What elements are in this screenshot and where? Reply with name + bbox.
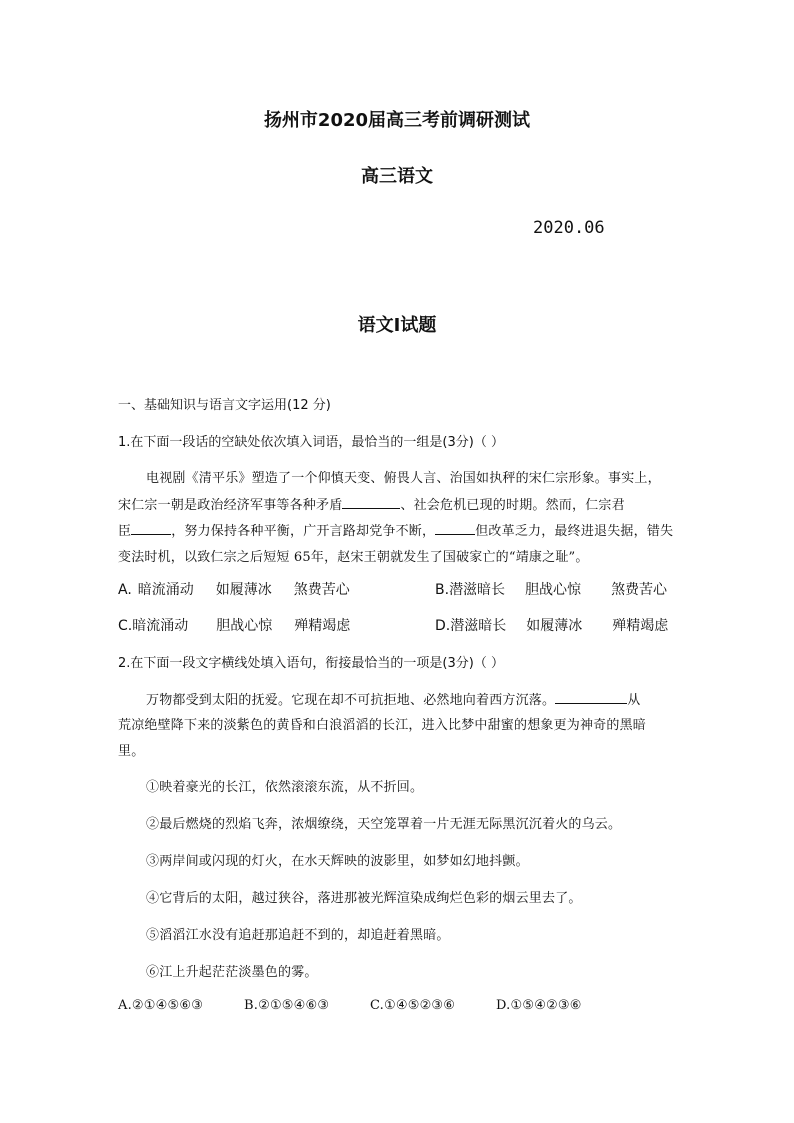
- q2-text: 万物都受到太阳的抚爱。它现在却不可抗拒地、必然地向着西方沉落。: [146, 693, 556, 708]
- q2-sentence-item: ⑤滔滔江水没有追赶那追赶不到的，却追赶着黑暗。: [146, 928, 450, 943]
- q2-passage-line: [146, 689, 640, 708]
- fill-blank-q2: [555, 691, 627, 704]
- q2-stem: 2.在下面一段文字横线处填入语句，衔接最恰当的一项是(3分)（ ）: [118, 656, 504, 671]
- q2-option-d: D.①⑤④②③⑥: [496, 998, 582, 1013]
- q1-text: 但改革乏力，最终进退失据，错失: [475, 524, 674, 539]
- fill-blank-3: [435, 522, 475, 535]
- fill-blank-1: [342, 496, 400, 509]
- q1-text: 臣: [118, 524, 132, 539]
- q1-passage-line: [118, 520, 673, 539]
- q2-sentence-item: ⑥江上升起茫茫淡墨色的雾。: [146, 965, 318, 980]
- q1-option-d: D.潜滋暗长 如履薄冰 殚精竭虑: [435, 618, 669, 634]
- q1-option-b: B.潜滋暗长 胆战心惊 煞费苦心: [435, 582, 668, 598]
- exam-subtitle: 高三语文: [361, 166, 433, 187]
- q2-passage-line: 荒凉绝壁降下来的淡紫色的黄昏和白浪滔滔的长江，进入比梦中甜蜜的想象更为神奇的黑暗: [118, 718, 647, 733]
- fill-blank-2: [131, 522, 171, 535]
- q2-text: 从: [627, 693, 641, 708]
- q2-option-a: A.②①④⑤⑥③: [118, 998, 204, 1013]
- q1-option-a: A. 暗流涌动 如履薄冰 煞费苦心: [118, 582, 350, 598]
- exam-title: 扬州市2020届高三考前调研测试: [263, 110, 531, 131]
- q2-sentence-item: ②最后燃烧的烈焰飞奔，浓烟缭绕，天空笼罩着一片无涯无际黑沉沉着火的乌云。: [146, 817, 622, 832]
- q2-option-b: B.②①⑤④⑥③: [244, 998, 330, 1013]
- q1-option-c: C.暗流涌动 胆战心惊 殚精竭虑: [118, 618, 351, 634]
- exam-date: 2020.06: [533, 218, 605, 238]
- q2-option-c: C.①④⑤②③⑥: [370, 998, 456, 1013]
- q2-passage-line: 里。: [118, 744, 145, 759]
- q2-sentence-item: ①映着豪光的长江，依然滚滚东流，从不折回。: [146, 780, 424, 795]
- q1-passage-line: 变法时机，以致仁宗之后短短 65年，赵宋王朝就发生了国破家亡的“靖康之耻”。: [118, 550, 589, 565]
- part-title: 语文Ⅰ试题: [357, 315, 437, 336]
- section-heading: 一、基础知识与语言文字运用(12 分): [118, 398, 331, 413]
- q2-sentence-item: ④它背后的太阳，越过狭谷，落进那被光辉渲染成绚烂色彩的烟云里去了。: [146, 891, 582, 906]
- q1-text: 、社会危机已现的时期。然而，仁宗君: [400, 498, 625, 513]
- q1-passage-line: [118, 494, 625, 513]
- q1-text: ，努力保持各种平衡，广开言路却党争不断，: [171, 524, 436, 539]
- q2-sentence-item: ③两岸间或闪现的灯火，在水天辉映的波影里，如梦如幻地抖颤。: [146, 854, 529, 869]
- q1-text: 宋仁宗一朝是政治经济军事等各种矛盾: [118, 498, 343, 513]
- q1-passage-line: 电视剧《清平乐》塑造了一个仰慎天变、俯畏人言、治国如执秤的宋仁宗形象。事实上，: [146, 471, 661, 486]
- q1-stem: 1.在下面一段话的空缺处依次填入词语，最恰当的一组是(3分)（ ）: [118, 435, 504, 450]
